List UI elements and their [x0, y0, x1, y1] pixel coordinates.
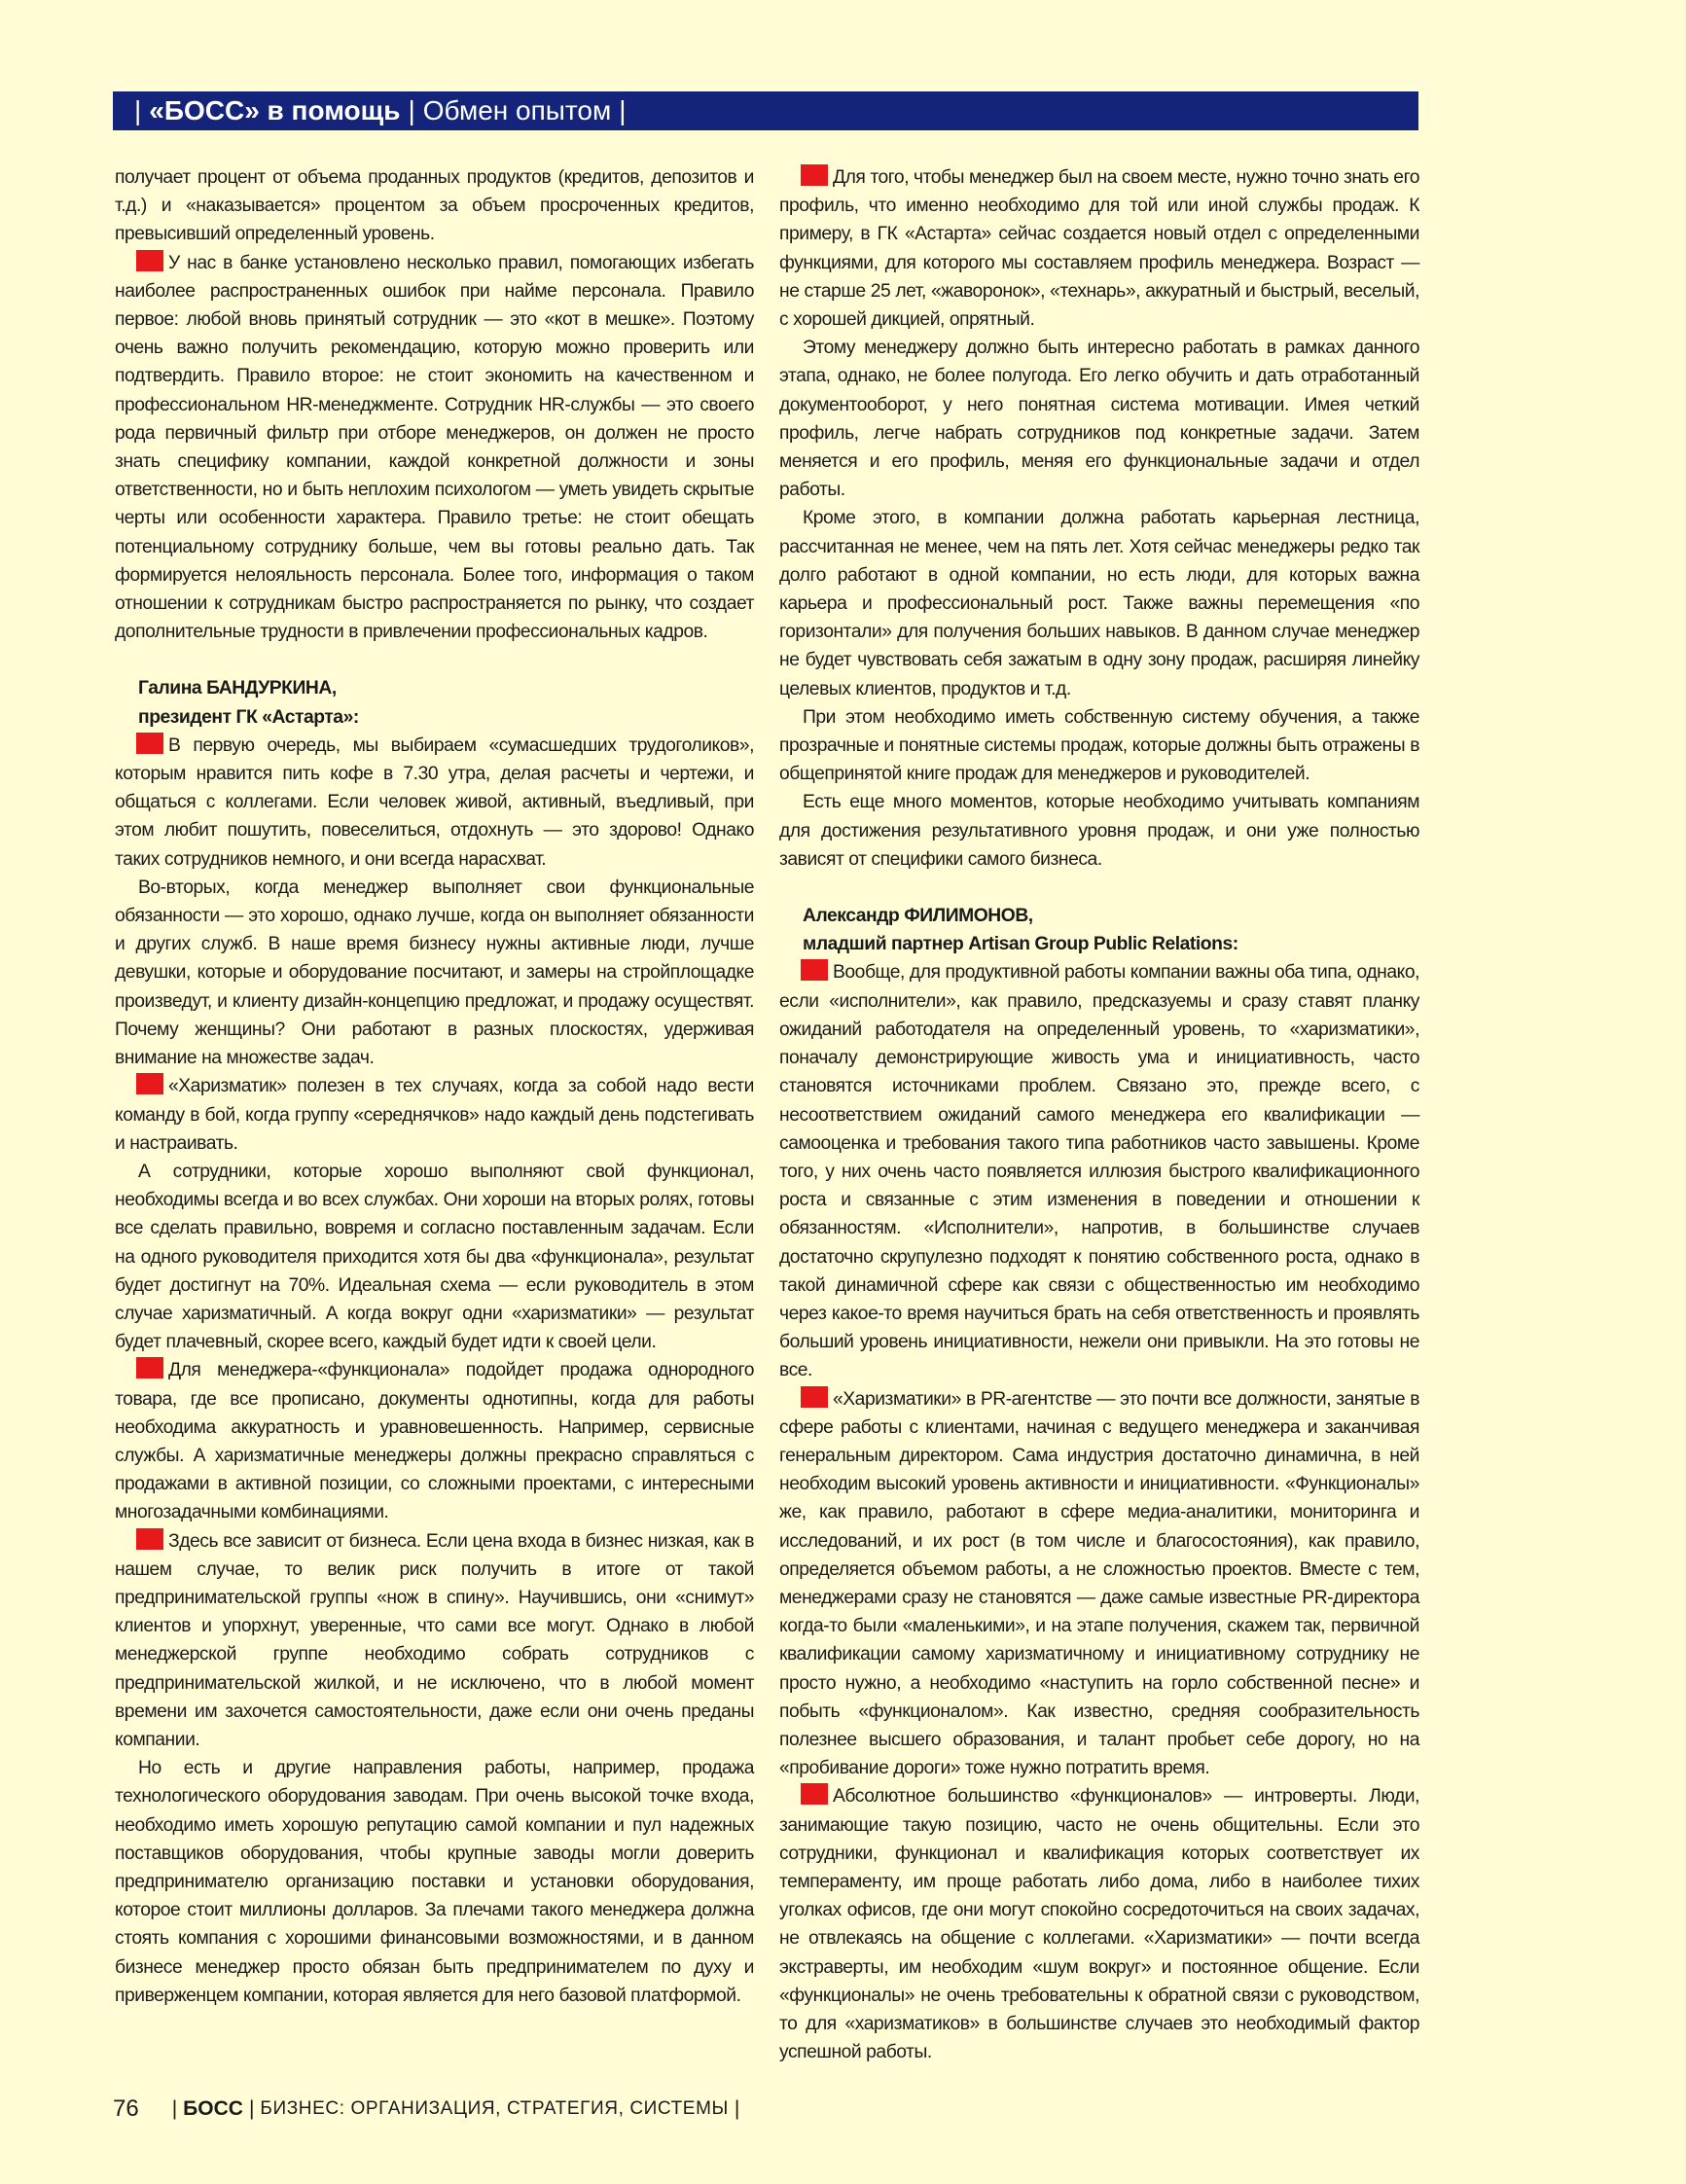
paragraph: Вообще, для продуктивной работы компании важны оба типа, однако, если «исполнители», как правило, предсказуемы и сразу ставят планку ожиданий работодателя на определенный уровень, то «харизматики», поначалу демонстрирующие живость ума и инициативность, часто становятся источниками проблем. Связано это, прежде всего, с несоответствием ожиданий самого менеджера его квалификации — самооценка и требования такого типа работников часто завышены. Кроме того, у них очень часто появляется иллюзия быстрого квалификационного роста и связанные с этим изменения в поведении и отношении к обязанностям. «Исполнители», напротив, в большинстве случаев достаточно скрупулезно подходят к понятию собственного роста, однако в такой динамичной сфере как связи с общественностью им необходимо через какое-то время научиться брать на себя ответственность и проявлять больший уровень инициативности, нежели они привыкли. На это готовы не все.: [779, 958, 1419, 1384]
paragraph: Здесь все зависит от бизнеса. Если цена входа в бизнес низкая, как в нашем случае, то велик риск получить в итоге от такой предпринимательской группы «нож в спину». Научившись, они «снимут» клиентов и упорхнут, уверенные, что сами все могут. Однако в любой менеджерской группе необходимо собрать сотрудников с предпринимательской жилкой, и не исключено, что в любой момент времени им захочется самостоятельности, даже если они очень преданы компании.: [115, 1527, 754, 1755]
footer-separator: |: [734, 2097, 740, 2120]
author-name: Александр ФИЛИМОНОВ,: [803, 906, 1033, 927]
red-square-marker-icon: [801, 164, 828, 186]
red-square-marker-icon: [801, 1386, 828, 1408]
header-separator-mid: |: [408, 95, 415, 125]
author-title: президент ГК «Астарта»:: [138, 706, 359, 728]
paragraph: получает процент от объема проданных продуктов (кредитов, депозитов и т.д.) и «наказывается» процентом за объем просроченных кредитов, превысивший определенный уровень.: [115, 167, 754, 245]
paragraph: Кроме этого, в компании должна работать карьерная лестница, рассчитанная не менее, чем на пять лет. Хотя сейчас менеджеры редко так долго работают в одной компании, но есть люди, для которых важна карьера и профессиональный рост. Также важны перемещения «по горизонтали» для получения больших навыков. В данном случае менеджер не будет чувствовать себя зажатым в одну зону продаж, расширяя линейку целевых клиентов, продуктов и т.д.: [779, 508, 1419, 699]
paragraph: Для менеджера-«функционала» подойдет продажа однородного товара, где все прописано, документы однотипны, когда для работы необходима аккуратность и уравновешенность. Например, сервисные службы. А харизматичные менеджеры должны прекрасно справляться с продажами в активной позиции, со сложными проектами, с интересными многозадачными комбинациями.: [115, 1356, 754, 1526]
page-number: 76: [113, 2095, 139, 2122]
paragraph: Во-вторых, когда менеджер выполняет свои функциональные обязанности — это хорошо, однако лучше, когда он выполняет обязанности и других служб. В наше время бизнесу нужны активные люди, лучше девушки, которые и оборудование посчитают, и замеры на стройплощадке произведут, и клиенту дизайн-концепцию предложат, и продажу осуществят. Почему женщины? Они работают в разных плоскостях, удерживая внимание на множестве задач.: [115, 877, 754, 1069]
subsection-title: Обмен опытом: [422, 95, 612, 125]
footer-separator: |: [171, 2097, 178, 2120]
author-title: младший партнер Artisan Group Public Relations:: [803, 934, 1238, 955]
paragraph: При этом необходимо иметь собственную систему обучения, а также прозрачные и понятные системы продаж, которые должны быть отражены в общепринятой книге продаж для менеджеров и руководителей.: [779, 706, 1419, 785]
red-square-marker-icon: [136, 250, 163, 271]
paragraph: «Харизматики» в PR-агентстве — это почти все должности, занятые в сфере работы с клиентами, начиная с ведущего менеджера и заканчивая генеральным директором. Сама индустрия достаточно динамична, в ней необходим высокий уровень активности и инициативности. «Функционалы» же, как правило, работают в сфере медиа-аналитики, мониторинга и исследований, и их рост (в том числе и благосостояния), как правило, определяется объемом работы, а не сложностью проектов. Вместе с тем, менеджерами сразу не становятся — даже самые известные PR-директора когда-то были «маленькими», и на этапе получения, скажем так, первичной квалификации самому харизматичному и инициативному сотруднику не просто нужно, а необходимо «наступить на горло собственной песне» и побыть «функционалом». Как известно, средняя сообразительность полезнее высшего образования, и талант пробьет себе дорогу, но на «пробивание дороги» тоже нужно потратить время.: [779, 1385, 1419, 1783]
paragraph: У нас в банке установлено несколько правил, помогающих избегать наиболее распространенных ошибок при найме персонала. Правило первое: любой вновь принятый сотрудник — это «кот в мешке». Поэтому очень важно получить рекомендацию, которую можно проверить или подтвердить. Правило второе: не стоит экономить на качественном и профессиональном HR-менеджменте. Сотрудник HR-службы — это своего рода первичный фильтр при отборе менеджеров, он должен не просто знать специфику компании, каждой конкретной должности и зоны ответственности, но и быть неплохим психологом — уметь увидеть скрытые черты или особенности характера. Правило третье: не стоит обещать потенциальному сотруднику больше, чем вы готовы реально дать. Так формируется нелояльность персонала. Более того, информация о таком отношении к сотрудникам быстро распространяется по рынку, что создает дополнительные трудности в привлечении профессиональных кадров.: [115, 249, 754, 647]
red-square-marker-icon: [136, 1357, 163, 1378]
footer-subtitle: БИЗНЕС: ОРГАНИЗАЦИЯ, СТРАТЕГИЯ, СИСТЕМЫ: [260, 2098, 729, 2119]
red-square-marker-icon: [136, 1073, 163, 1094]
red-square-marker-icon: [136, 733, 163, 754]
paragraph: «Харизматик» полезен в тех случаях, когда за собой надо вести команду в бой, когда группу «середнячков» надо каждый день подстегивать и настраивать.: [115, 1072, 754, 1158]
section-header-bar: [113, 91, 1418, 130]
header-separator-left: |: [134, 95, 142, 125]
footer-separator: |: [248, 2097, 255, 2120]
header-separator-right: |: [619, 95, 627, 125]
paragraph: Абсолютное большинство «функционалов» — интроверты. Люди, занимающие такую позицию, часто не очень общительны. Если это сотрудники, функционал и квалификация которых соответствует их темпераменту, им проще работать либо дома, либо в наиболее тихих уголках офисов, где они могут спокойно сосредоточиться на своих задачах, не отвлекаясь на общение с коллегами. «Харизматики» — почти всегда экстраверты, им необходим «шум вокруг» и постоянное общение. Если «функционалы» не очень требовательны к обратной связи с руководством, то для «харизматиков» в большинстве случаев это необходимый фактор успешной работы.: [779, 1782, 1419, 2066]
paragraph: А сотрудники, которые хорошо выполняют свой функционал, необходимы всегда и во всех службах. Они хороши на вторых ролях, готовы все сделать правильно, вовремя и согласно поставленным задачам. Если на одного руководителя приходится хотя бы два «функционала», результат будет достигнут на 70%. Идеальная схема — если руководитель в этом случае харизматичный. А когда вокруг одни «харизматики» — результат будет плачевный, скорее всего, каждый будет идти к своей цели.: [115, 1161, 754, 1353]
red-square-marker-icon: [801, 1783, 828, 1805]
right-column: [779, 163, 1419, 2066]
paragraph: В первую очередь, мы выбираем «сумасшедших трудоголиков», которым нравится пить кофе в 7.30 утра, делая расчеты и чертежи, и общаться с коллегами. Если человек живой, активный, въедливый, при этом любит пошутить, повеселиться, отдохнуть — это здорово! Однако таких сотрудников немного, и они всегда нарасхват.: [115, 732, 754, 874]
red-square-marker-icon: [136, 1528, 163, 1550]
paragraph: Но есть и другие направления работы, например, продажа технологического оборудования заводам. При очень высокой точке входа, необходимо иметь хорошую репутацию самой компании и пул надежных поставщиков оборудования, чтобы крупные заводы могли доверить предпринимателю организацию поставки и установки оборудования, которое стоит миллионы долларов. За плечами такого менеджера должна стоять компания с хорошими финансовыми возможностями, и в данном бизнесе менеджер просто обязан быть предпринимателем по духу и приверженцем компании, которая является для него базовой платформой.: [115, 1758, 754, 2006]
paragraph: Для того, чтобы менеджер был на своем месте, нужно точно знать его профиль, что именно необходимо для той или иной службы продаж. К примеру, в ГК «Астарта» сейчас создается новый отдел с определенными функциями, для которого мы составляем профиль менеджера. Возраст — не старше 25 лет, «жаворонок», «технарь», аккуратный и быстрый, веселый, с хорошей дикцией, опрятный.: [779, 163, 1419, 334]
author-block: [138, 674, 754, 731]
author-name: Галина БАНДУРКИНА,: [138, 678, 337, 699]
page-footer: [113, 2095, 745, 2123]
red-square-marker-icon: [801, 959, 828, 981]
paragraph: Этому менеджеру должно быть интересно работать в рамках данного этапа, однако, не более полугода. Его легко обучить и дать отработанный документооборот, у него понятная система мотивации. Имея четкий профиль, легче набрать сотрудников под конкретные задачи. Затем меняется и его профиль, меняя его функциональные задачи и отдел работы.: [779, 338, 1419, 501]
left-column: [115, 163, 754, 2010]
paragraph: Есть еще много моментов, которые необходимо учитывать компаниям для достижения результативного уровня продаж, и они уже полностью зависят от специфики самого бизнеса.: [779, 792, 1419, 870]
footer-brand: БОСС: [183, 2097, 243, 2120]
author-block: [803, 902, 1419, 958]
section-title: «БОСС» в помощь: [149, 95, 401, 125]
